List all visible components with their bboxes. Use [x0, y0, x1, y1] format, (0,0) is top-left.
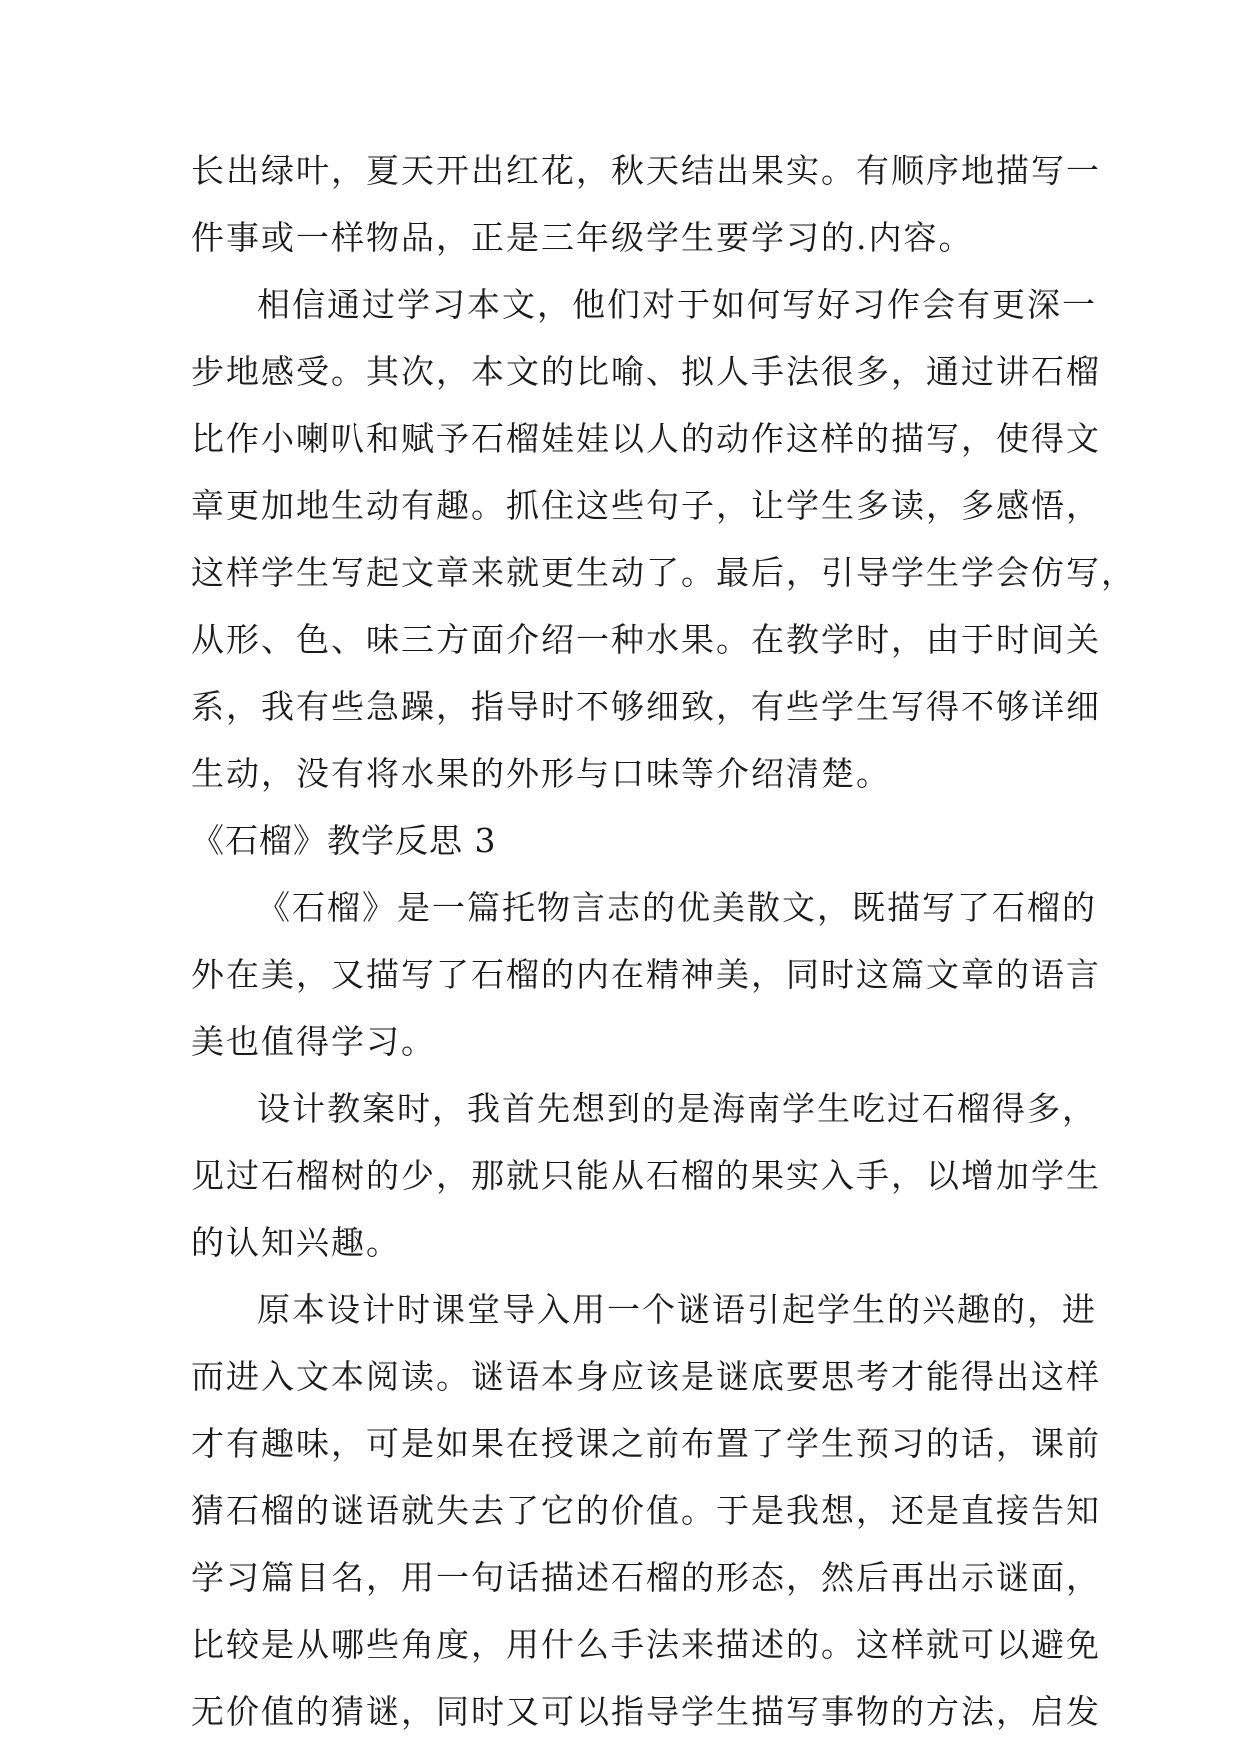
text-line: 这样学生写起文章来就更生动了。最后，引导学生学会仿写， — [191, 553, 1136, 592]
text-line: 相信通过学习本文，他们对于如何写好习作会有更深一 — [257, 285, 1097, 324]
document-page — [191, 137, 1136, 1745]
text-line: 猜石榴的谜语就失去了它的价值。于是我想，还是直接告知 — [191, 1491, 1101, 1530]
text-line: 才有趣味，可是如果在授课之前布置了学生预习的话，课前 — [191, 1424, 1101, 1463]
text-line: 原本设计时课堂导入用一个谜语引起学生的兴趣的，进 — [257, 1290, 1097, 1329]
text-line: 学习篇目名，用一句话描述石榴的形态，然后再出示谜面， — [191, 1558, 1101, 1597]
text-line: 无价值的猜谜，同时又可以指导学生描写事物的方法，启发 — [191, 1692, 1101, 1731]
text-line: 生动，没有将水果的外形与口味等介绍清楚。 — [191, 754, 891, 793]
section-heading: 《石榴》教学反思 3 — [191, 821, 497, 860]
text-line: 见过石榴树的少，那就只能从石榴的果实入手，以增加学生 — [191, 1156, 1101, 1195]
text-line: 设计教案时，我首先想到的是海南学生吃过石榴得多， — [257, 1089, 1097, 1128]
text-line: 步地感受。其次，本文的比喻、拟人手法很多，通过讲石榴 — [191, 352, 1101, 391]
text-line: 外在美，又描写了石榴的内在精神美，同时这篇文章的语言 — [191, 955, 1101, 994]
text-line: 长出绿叶，夏天开出红花，秋天结出果实。有顺序地描写一 — [191, 151, 1101, 190]
text-line: 系，我有些急躁，指导时不够细致，有些学生写得不够详细 — [191, 687, 1101, 726]
text-line: 《石榴》是一篇托物言志的优美散文，既描写了石榴的 — [257, 888, 1097, 927]
text-line: 而进入文本阅读。谜语本身应该是谜底要思考才能得出这样 — [191, 1357, 1101, 1396]
text-line: 比作小喇叭和赋予石榴娃娃以人的动作这样的描写，使得文 — [191, 419, 1101, 458]
text-line: 美也值得学习。 — [191, 1022, 436, 1061]
text-line: 的认知兴趣。 — [191, 1223, 401, 1262]
text-line: 比较是从哪些角度，用什么手法来描述的。这样就可以避免 — [191, 1625, 1101, 1664]
text-line: 章更加地生动有趣。抓住这些句子，让学生多读，多感悟， — [191, 486, 1101, 525]
text-line: 从形、色、味三方面介绍一种水果。在教学时，由于时间关 — [191, 620, 1101, 659]
text-line: 件事或一样物品，正是三年级学生要学习的.内容。 — [191, 218, 974, 257]
